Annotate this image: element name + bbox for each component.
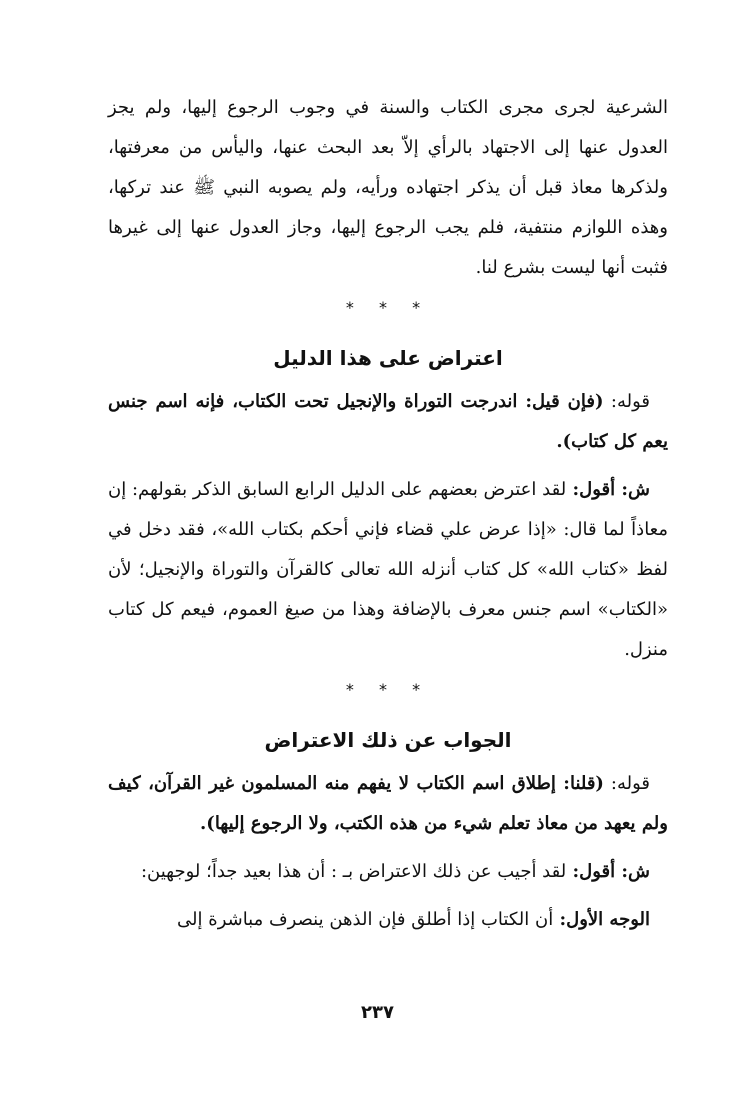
- intro-line: وهذه اللوازم منتفية، فلم يجب الرجوع إليها، وجاز العدول عنها إلى غيرها: [108, 217, 668, 238]
- point-text: أن الكتاب إذا أطلق فإن الذهن ينصرف مباشرة إلى: [177, 909, 554, 930]
- intro-paragraph: [108, 88, 668, 288]
- page-body: [108, 88, 668, 940]
- quote-text: (قلنا: إطلاق اسم الكتاب لا يفهم منه المسلمون غير القرآن، كيف ولم يعهد من معاذ تعلم شيء من هذه الكتب، ولا الرجوع إليها).: [108, 773, 668, 834]
- quote-prefix: قوله:: [603, 391, 651, 412]
- commentary-text: لقد اعترض بعضهم على الدليل الرابع السابق الذكر بقولهم: إن معاذاً لما قال: «إذا عرض علي قضاء فإني أحكم بكتاب الله»، فقد دخل في لفظ «كتاب الله» كل كتاب أنزله الله تعالى كالقرآن والتوراة والإنجيل؛ لأن «الكتاب» اسم جنس معرف بالإضافة وهذا من صيغ العموم، فيعم كل كتاب منزل.: [108, 479, 668, 660]
- page-number: ٢٣٧: [361, 1002, 394, 1023]
- section-heading-objection: اعتراض على هذا الدليل: [273, 346, 503, 370]
- point-label: الوجه الأول:: [553, 909, 650, 930]
- intro-line: فثبت أنها ليست بشرع لنا.: [475, 257, 668, 278]
- objection-quote: [108, 382, 668, 462]
- commentary-label: ش: أقول:: [566, 861, 650, 882]
- section-separator: * * *: [345, 298, 431, 317]
- answer-quote: [108, 764, 668, 844]
- answer-commentary: [108, 852, 668, 892]
- first-point: [108, 900, 668, 940]
- intro-line: ولذكرها معاذ قبل أن يذكر اجتهاده ورأيه، ولم يصوبه النبي ﷺ عند تركها،: [108, 177, 668, 198]
- quote-prefix: قوله:: [603, 773, 650, 794]
- commentary-label: ش: أقول:: [566, 479, 650, 500]
- quote-text: (فإن قيل: اندرجت التوراة والإنجيل تحت الكتاب، فإنه اسم جنس يعم كل كتاب).: [108, 391, 668, 452]
- objection-commentary: [108, 470, 668, 670]
- intro-line: العدول عنها إلى الاجتهاد بالرأي إلاّ بعد البحث عنها، واليأس من معرفتها،: [108, 137, 668, 158]
- section-heading-answer: الجواب عن ذلك الاعتراض: [264, 728, 512, 752]
- commentary-text: لقد أجيب عن ذلك الاعتراض بـ : أن هذا بعيد جداً؛ لوجهين:: [140, 861, 567, 882]
- intro-line: الشرعية لجرى مجرى الكتاب والسنة في وجوب الرجوع إليها، ولم يجز: [108, 97, 668, 118]
- section-separator: * * *: [345, 680, 431, 699]
